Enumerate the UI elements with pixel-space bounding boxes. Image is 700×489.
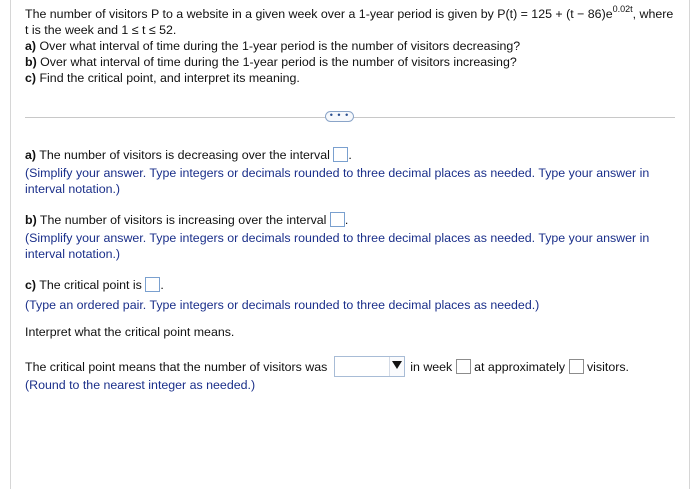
meaning-text-1: The critical point means that the number of visitors was xyxy=(25,360,328,374)
meaning-text-3: at approximately xyxy=(474,360,566,374)
question-a-label: a) xyxy=(25,39,37,53)
question-c-label: c) xyxy=(25,71,37,85)
question-b-label: b) xyxy=(25,55,37,69)
intro-text: The number of visitors P to a website in a given week over a 1-year period is given by P(t) = 125 + (t − 86)e xyxy=(25,7,613,21)
intro-text-end: , where xyxy=(632,7,674,21)
question-c-text: Find the critical point, and interpret its meaning. xyxy=(39,71,300,85)
expand-more-button[interactable]: • • • xyxy=(325,111,354,122)
question-c xyxy=(25,70,685,86)
answer-a-prompt: The number of visitors is decreasing over the interval xyxy=(39,148,330,162)
exponent: 0.02t xyxy=(612,3,633,14)
visitors-input[interactable] xyxy=(569,359,584,374)
answer-a-section xyxy=(25,147,685,197)
answer-a-label: a) xyxy=(25,148,37,162)
meaning-text-4: visitors. xyxy=(586,360,629,374)
answer-c-line xyxy=(25,277,685,293)
meaning-section xyxy=(25,356,685,393)
question-a xyxy=(25,38,685,54)
question-b xyxy=(25,54,685,70)
meaning-text-2: in week xyxy=(410,360,453,374)
question-intro xyxy=(25,3,685,22)
answer-b-section xyxy=(25,212,685,262)
question-b-text: Over what interval of time during the 1-year period is the number of visitors increasing? xyxy=(40,55,517,69)
answer-b-line xyxy=(25,212,685,228)
answer-c-hint: (Type an ordered pair. Type integers or decimals rounded to three decimal places as needed.) xyxy=(25,298,540,312)
min-max-dropdown[interactable] xyxy=(334,356,405,377)
answer-c-prompt: The critical point is xyxy=(39,278,142,292)
round-hint: (Round to the nearest integer as needed.) xyxy=(25,378,256,392)
meaning-line xyxy=(25,356,685,377)
answer-a-line xyxy=(25,147,685,163)
answer-b-prompt: The number of visitors is increasing over the interval xyxy=(39,213,327,227)
period: . xyxy=(160,278,164,292)
decreasing-interval-input[interactable] xyxy=(333,147,348,162)
question-a-text: Over what interval of time during the 1-year period is the number of visitors decreasing? xyxy=(39,39,521,53)
answer-a-hint: (Simplify your answer. Type integers or decimals rounded to three decimal places as needed. Type your answer in interval notation.) xyxy=(25,166,650,196)
answer-b-label: b) xyxy=(25,213,37,227)
question-text xyxy=(25,3,685,86)
interpret-prompt: Interpret what the critical point means. xyxy=(25,325,235,339)
question-intro-line2: t is the week and 1 ≤ t ≤ 52. xyxy=(25,23,177,37)
week-input[interactable] xyxy=(456,359,471,374)
answer-c-label: c) xyxy=(25,278,37,292)
answer-c-section xyxy=(25,277,685,313)
period: . xyxy=(348,148,352,162)
increasing-interval-input[interactable] xyxy=(330,212,345,227)
chevron-down-icon xyxy=(392,361,402,369)
answer-b-hint: (Simplify your answer. Type integers or decimals rounded to three decimal places as needed. Type your answer in interval notation.) xyxy=(25,231,650,261)
period: . xyxy=(344,213,349,227)
critical-point-input[interactable] xyxy=(145,277,160,292)
